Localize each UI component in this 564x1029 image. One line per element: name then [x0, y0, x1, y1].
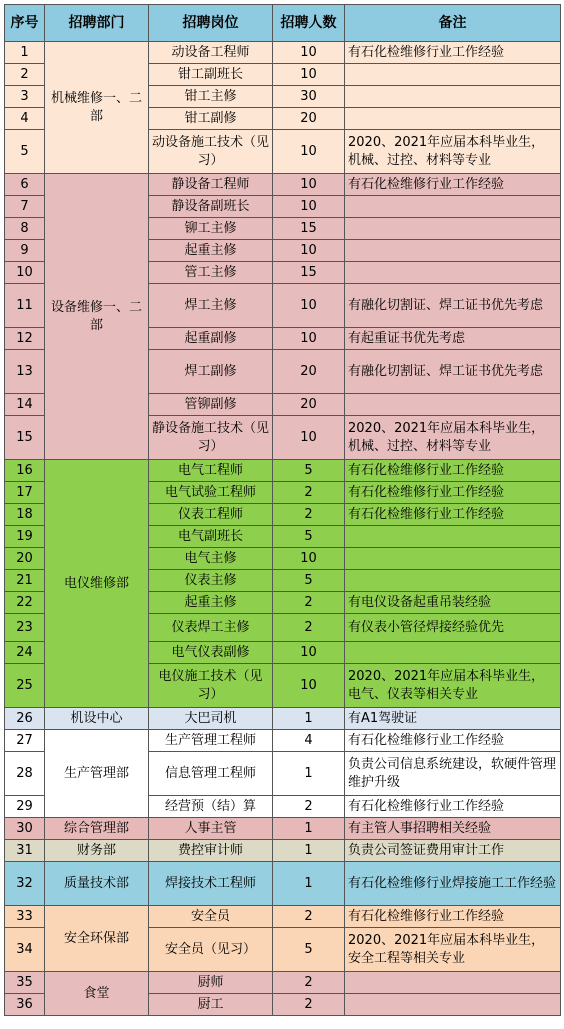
row-number: 1: [5, 42, 45, 64]
row-number: 17: [5, 482, 45, 504]
remarks-cell: 2020、2021年应届本科毕业生，机械、过控、材料等专业: [345, 130, 561, 174]
headcount-cell: 2: [273, 906, 345, 928]
remarks-cell: 2020、2021年应届本科毕业生，电气、仪表等相关专业: [345, 664, 561, 708]
row-number: 29: [5, 796, 45, 818]
remarks-cell: 有仪表小管径焊接经验优先: [345, 614, 561, 642]
row-number: 24: [5, 642, 45, 664]
position-cell: 电气副班长: [149, 526, 273, 548]
row-number: 23: [5, 614, 45, 642]
remarks-cell: [345, 642, 561, 664]
headcount-cell: 10: [273, 642, 345, 664]
headcount-cell: 10: [273, 664, 345, 708]
headcount-cell: 20: [273, 108, 345, 130]
headcount-cell: 1: [273, 840, 345, 862]
department-cell: 机械维修一、二部: [45, 42, 149, 174]
remarks-cell: 有石化检维修行业工作经验: [345, 504, 561, 526]
table-row: [5, 730, 561, 752]
table-row: [5, 42, 561, 64]
headcount-cell: 10: [273, 328, 345, 350]
department-cell: 生产管理部: [45, 730, 149, 818]
table-row: [5, 708, 561, 730]
department-cell: 机设中心: [45, 708, 149, 730]
remarks-cell: [345, 86, 561, 108]
row-number: 16: [5, 460, 45, 482]
row-number: 19: [5, 526, 45, 548]
table-row: [5, 972, 561, 994]
remarks-cell: 有石化检维修行业工作经验: [345, 906, 561, 928]
headcount-cell: 2: [273, 796, 345, 818]
department-cell: 质量技术部: [45, 862, 149, 906]
position-cell: 起重主修: [149, 240, 273, 262]
position-cell: 电气主修: [149, 548, 273, 570]
row-number: 32: [5, 862, 45, 906]
row-number: 27: [5, 730, 45, 752]
row-number: 13: [5, 350, 45, 394]
remarks-cell: 有融化切割证、焊工证书优先考虑: [345, 284, 561, 328]
row-number: 22: [5, 592, 45, 614]
headcount-cell: 10: [273, 130, 345, 174]
position-cell: 安全员: [149, 906, 273, 928]
table-row: [5, 840, 561, 862]
headcount-cell: 30: [273, 86, 345, 108]
headcount-cell: 2: [273, 994, 345, 1016]
remarks-cell: [345, 196, 561, 218]
remarks-cell: 有石化检维修行业工作经验: [345, 174, 561, 196]
position-cell: 焊工主修: [149, 284, 273, 328]
remarks-cell: 有主管人事招聘相关经验: [345, 818, 561, 840]
position-cell: 钳工副修: [149, 108, 273, 130]
row-number: 35: [5, 972, 45, 994]
position-cell: 动设备施工技术（见习）: [149, 130, 273, 174]
remarks-cell: [345, 240, 561, 262]
remarks-cell: 负责公司信息系统建设，软硬件管理维护升级: [345, 752, 561, 796]
row-number: 25: [5, 664, 45, 708]
row-number: 26: [5, 708, 45, 730]
department-cell: 设备维修一、二部: [45, 174, 149, 460]
header-headcount: 招聘人数: [273, 5, 345, 42]
position-cell: 动设备工程师: [149, 42, 273, 64]
remarks-cell: [345, 548, 561, 570]
position-cell: 经营预（结）算: [149, 796, 273, 818]
position-cell: 管工主修: [149, 262, 273, 284]
row-number: 8: [5, 218, 45, 240]
position-cell: 厨工: [149, 994, 273, 1016]
department-cell: 财务部: [45, 840, 149, 862]
row-number: 34: [5, 928, 45, 972]
remarks-cell: 有起重证书优先考虑: [345, 328, 561, 350]
headcount-cell: 15: [273, 262, 345, 284]
row-number: 5: [5, 130, 45, 174]
row-number: 21: [5, 570, 45, 592]
department-cell: 综合管理部: [45, 818, 149, 840]
position-cell: 费控审计师: [149, 840, 273, 862]
position-cell: 人事主管: [149, 818, 273, 840]
remarks-cell: [345, 994, 561, 1016]
position-cell: 铆工主修: [149, 218, 273, 240]
remarks-cell: 有石化检维修行业工作经验: [345, 460, 561, 482]
row-number: 36: [5, 994, 45, 1016]
position-cell: 电气工程师: [149, 460, 273, 482]
position-cell: 电气试验工程师: [149, 482, 273, 504]
position-cell: 仪表焊工主修: [149, 614, 273, 642]
row-number: 2: [5, 64, 45, 86]
row-number: 20: [5, 548, 45, 570]
remarks-cell: [345, 262, 561, 284]
row-number: 3: [5, 86, 45, 108]
position-cell: 厨师: [149, 972, 273, 994]
recruitment-table: [4, 4, 561, 1016]
position-cell: 仪表主修: [149, 570, 273, 592]
headcount-cell: 5: [273, 526, 345, 548]
table-row: [5, 460, 561, 482]
headcount-cell: 10: [273, 42, 345, 64]
remarks-cell: 有石化检维修行业工作经验: [345, 482, 561, 504]
row-number: 9: [5, 240, 45, 262]
headcount-cell: 1: [273, 708, 345, 730]
remarks-cell: 负责公司签证费用审计工作: [345, 840, 561, 862]
department-cell: 食堂: [45, 972, 149, 1016]
table-row: [5, 862, 561, 906]
headcount-cell: 2: [273, 482, 345, 504]
header-number: 序号: [5, 5, 45, 42]
row-number: 10: [5, 262, 45, 284]
remarks-cell: 有融化切割证、焊工证书优先考虑: [345, 350, 561, 394]
headcount-cell: 5: [273, 570, 345, 592]
remarks-cell: [345, 526, 561, 548]
remarks-cell: [345, 64, 561, 86]
remarks-cell: [345, 108, 561, 130]
header-department: 招聘部门: [45, 5, 149, 42]
row-number: 7: [5, 196, 45, 218]
remarks-cell: [345, 218, 561, 240]
position-cell: 起重副修: [149, 328, 273, 350]
position-cell: 钳工主修: [149, 86, 273, 108]
row-number: 6: [5, 174, 45, 196]
headcount-cell: 10: [273, 174, 345, 196]
position-cell: 管铆副修: [149, 394, 273, 416]
department-cell: 安全环保部: [45, 906, 149, 972]
position-cell: 静设备施工技术（见习）: [149, 416, 273, 460]
table-row: [5, 818, 561, 840]
headcount-cell: 5: [273, 928, 345, 972]
remarks-cell: 有石化检维修行业工作经验: [345, 796, 561, 818]
row-number: 11: [5, 284, 45, 328]
position-cell: 信息管理工程师: [149, 752, 273, 796]
row-number: 4: [5, 108, 45, 130]
headcount-cell: 1: [273, 752, 345, 796]
row-number: 31: [5, 840, 45, 862]
headcount-cell: 5: [273, 460, 345, 482]
row-number: 12: [5, 328, 45, 350]
position-cell: 焊接技术工程师: [149, 862, 273, 906]
headcount-cell: 10: [273, 196, 345, 218]
headcount-cell: 20: [273, 350, 345, 394]
remarks-cell: 有A1驾驶证: [345, 708, 561, 730]
headcount-cell: 2: [273, 592, 345, 614]
headcount-cell: 4: [273, 730, 345, 752]
position-cell: 静设备工程师: [149, 174, 273, 196]
department-cell: 电仪维修部: [45, 460, 149, 708]
remarks-cell: 2020、2021年应届本科毕业生，机械、过控、材料等专业: [345, 416, 561, 460]
remarks-cell: 2020、2021年应届本科毕业生，安全工程等相关专业: [345, 928, 561, 972]
row-number: 14: [5, 394, 45, 416]
row-number: 33: [5, 906, 45, 928]
header-remarks: 备注: [345, 5, 561, 42]
table-row: [5, 174, 561, 196]
row-number: 18: [5, 504, 45, 526]
headcount-cell: 10: [273, 240, 345, 262]
position-cell: 起重主修: [149, 592, 273, 614]
row-number: 15: [5, 416, 45, 460]
row-number: 28: [5, 752, 45, 796]
headcount-cell: 2: [273, 972, 345, 994]
table-row: [5, 906, 561, 928]
remarks-cell: 有石化检维修行业工作经验: [345, 42, 561, 64]
headcount-cell: 15: [273, 218, 345, 240]
headcount-cell: 2: [273, 614, 345, 642]
remarks-cell: 有石化检维修行业工作经验: [345, 730, 561, 752]
headcount-cell: 10: [273, 416, 345, 460]
position-cell: 电气仪表副修: [149, 642, 273, 664]
headcount-cell: 2: [273, 504, 345, 526]
remarks-cell: [345, 394, 561, 416]
remarks-cell: [345, 570, 561, 592]
remarks-cell: [345, 972, 561, 994]
headcount-cell: 1: [273, 862, 345, 906]
position-cell: 仪表工程师: [149, 504, 273, 526]
remarks-cell: 有石化检维修行业焊接施工工作经验: [345, 862, 561, 906]
position-cell: 钳工副班长: [149, 64, 273, 86]
position-cell: 焊工副修: [149, 350, 273, 394]
position-cell: 生产管理工程师: [149, 730, 273, 752]
headcount-cell: 1: [273, 818, 345, 840]
headcount-cell: 10: [273, 284, 345, 328]
position-cell: 静设备副班长: [149, 196, 273, 218]
row-number: 30: [5, 818, 45, 840]
position-cell: 电仪施工技术（见习）: [149, 664, 273, 708]
position-cell: 安全员（见习）: [149, 928, 273, 972]
headcount-cell: 20: [273, 394, 345, 416]
headcount-cell: 10: [273, 548, 345, 570]
header-position: 招聘岗位: [149, 5, 273, 42]
remarks-cell: 有电仪设备起重吊装经验: [345, 592, 561, 614]
position-cell: 大巴司机: [149, 708, 273, 730]
headcount-cell: 10: [273, 64, 345, 86]
